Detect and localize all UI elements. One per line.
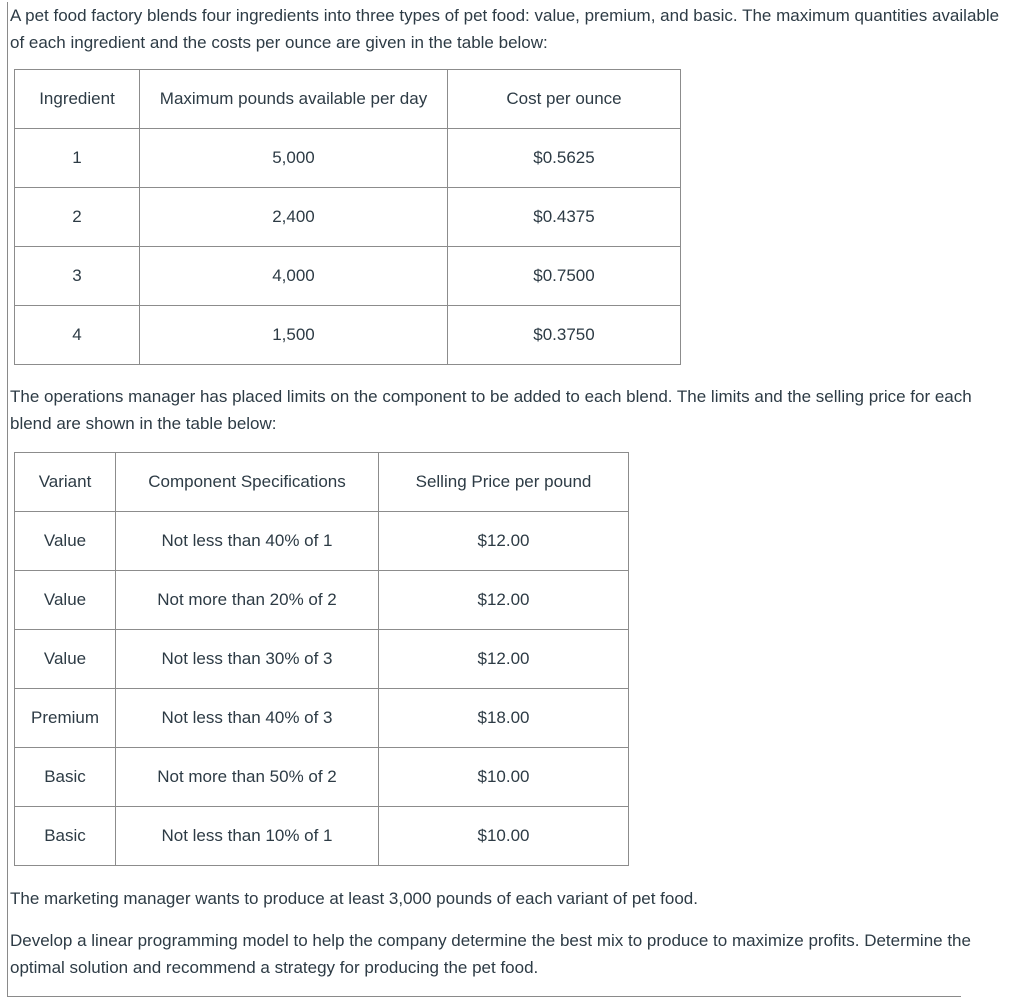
table-row bbox=[15, 247, 681, 306]
price-cell: $12.00 bbox=[379, 512, 629, 571]
table-row bbox=[15, 306, 681, 365]
ingredients-table bbox=[14, 69, 681, 365]
ingredient-cell: 1 bbox=[15, 129, 140, 188]
cost-cell: $0.4375 bbox=[448, 188, 681, 247]
variant-cell: Premium bbox=[15, 689, 116, 748]
spec-cell: Not less than 30% of 3 bbox=[116, 630, 379, 689]
ingredient-cell: 4 bbox=[15, 306, 140, 365]
header-ingredient: Ingredient bbox=[15, 70, 140, 129]
price-cell: $10.00 bbox=[379, 807, 629, 866]
marketing-paragraph: The marketing manager wants to produce at least 3,000 pounds of each variant of pet food. bbox=[10, 889, 698, 908]
table-row bbox=[15, 807, 629, 866]
cost-cell: $0.7500 bbox=[448, 247, 681, 306]
price-cell: $18.00 bbox=[379, 689, 629, 748]
spec-cell: Not less than 40% of 1 bbox=[116, 512, 379, 571]
variant-cell: Basic bbox=[15, 807, 116, 866]
max-pounds-cell: 5,000 bbox=[140, 129, 448, 188]
header-max-pounds: Maximum pounds available per day bbox=[140, 70, 448, 129]
table-row bbox=[15, 512, 629, 571]
header-selling-price: Selling Price per pound bbox=[379, 453, 629, 512]
price-cell: $12.00 bbox=[379, 630, 629, 689]
spec-cell: Not more than 20% of 2 bbox=[116, 571, 379, 630]
spec-cell: Not less than 10% of 1 bbox=[116, 807, 379, 866]
price-cell: $10.00 bbox=[379, 748, 629, 807]
table-row bbox=[15, 748, 629, 807]
table-row bbox=[15, 689, 629, 748]
spec-cell: Not less than 40% of 3 bbox=[116, 689, 379, 748]
blends-table bbox=[14, 452, 629, 866]
ingredient-cell: 3 bbox=[15, 247, 140, 306]
max-pounds-cell: 1,500 bbox=[140, 306, 448, 365]
table-header-row bbox=[15, 70, 681, 129]
variant-cell: Value bbox=[15, 630, 116, 689]
table-row bbox=[15, 630, 629, 689]
table-row bbox=[15, 571, 629, 630]
variant-cell: Value bbox=[15, 512, 116, 571]
header-variant: Variant bbox=[15, 453, 116, 512]
intro-paragraph: A pet food factory blends four ingredients into three types of pet food: value, premium, and basic. The maximum quantities available of each ingredient and the costs per ounce are given in the table below: bbox=[10, 6, 1000, 52]
left-border-line bbox=[7, 2, 8, 996]
bottom-border-line bbox=[7, 996, 961, 997]
table-row bbox=[15, 129, 681, 188]
variant-cell: Basic bbox=[15, 748, 116, 807]
cost-cell: $0.5625 bbox=[448, 129, 681, 188]
operations-paragraph: The operations manager has placed limits on the component to be added to each blend. The limits and the selling price for each blend are shown in the table below: bbox=[10, 387, 972, 433]
cost-cell: $0.3750 bbox=[448, 306, 681, 365]
table-row bbox=[15, 188, 681, 247]
header-cost-per-ounce: Cost per ounce bbox=[448, 70, 681, 129]
task-paragraph: Develop a linear programming model to help the company determine the best mix to produce to maximize profits. Determine the optimal solution and recommend a strategy for producing the pet food. bbox=[10, 931, 971, 977]
header-component-specs: Component Specifications bbox=[116, 453, 379, 512]
ingredient-cell: 2 bbox=[15, 188, 140, 247]
price-cell: $12.00 bbox=[379, 571, 629, 630]
spec-cell: Not more than 50% of 2 bbox=[116, 748, 379, 807]
table-header-row bbox=[15, 453, 629, 512]
max-pounds-cell: 2,400 bbox=[140, 188, 448, 247]
max-pounds-cell: 4,000 bbox=[140, 247, 448, 306]
variant-cell: Value bbox=[15, 571, 116, 630]
